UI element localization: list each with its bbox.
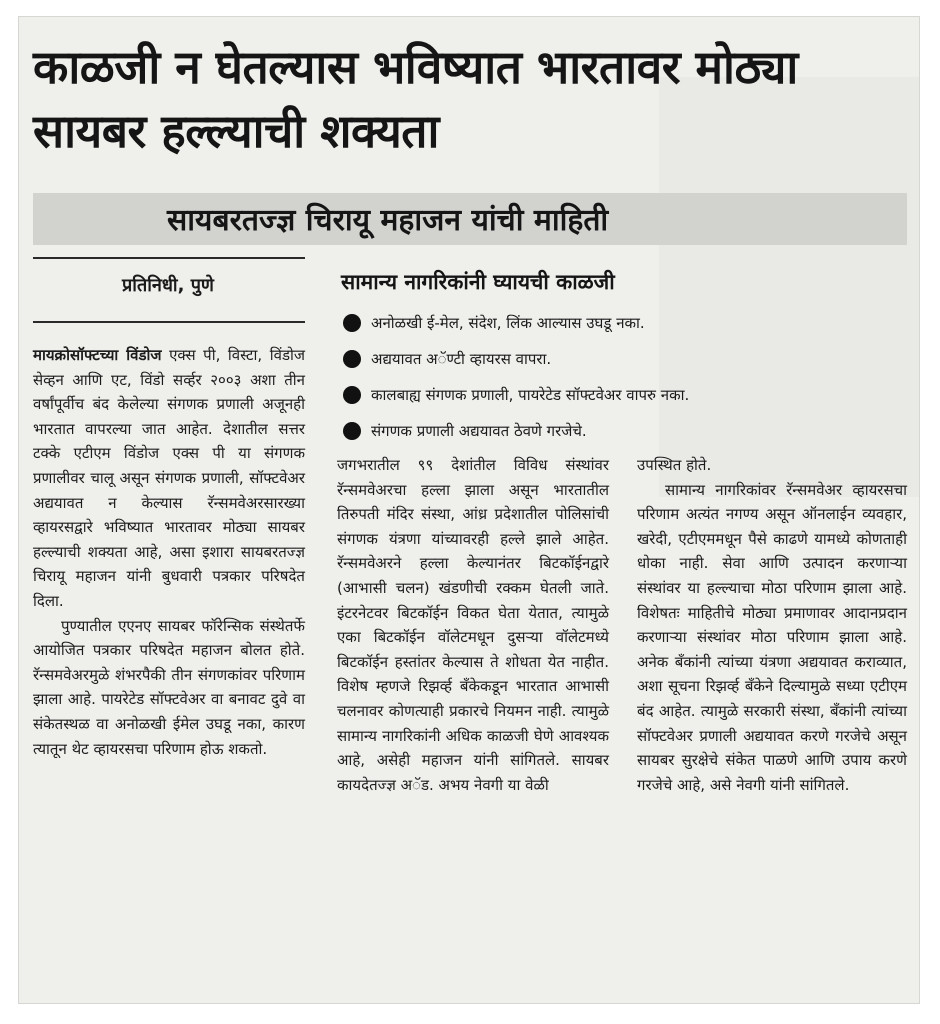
paragraph bbox=[33, 343, 305, 614]
paragraph: उपस्थित होते. bbox=[637, 456, 712, 474]
column-3 bbox=[637, 453, 907, 797]
paragraph: जगभरातील ९९ देशांतील विविध संस्थांवर रॅन्समवेअरचा हल्ला झाला असून भारतातील तिरुपती मंदिर संस्था, आंध्र प्रदेशातील पोलिसांची संगणक यंत्रणा यांच्यावरही हल्ले झाले आहेत. रॅन्समवेअरने हल्ला केल्यानंतर बिटकॉईनद्वारे (आभासी चलन) खंडणीची रक्कम घेतली जाते. इंटरनेटवर बिटकॉईन विकत घेता येतात, त्यामुळे एका बिटकॉईन वॉलेटमधून दुसऱ्या वॉलेटमध्ये बिटकॉईन हस्तांतर केल्यास ते शोधता येत नाहीत. विशेष म्हणजे रिझर्व्ह बँकेकडून भारतात आभासी चलनावर कोणत्याही प्रकारचे नियमन नाही. त्यामुळे सामान्य नागरिकांनी अधिक काळजी घेणे आवश्यक आहे, असेही महाजन यांनी सांगितले. सायबर कायदेतज्ज्ञ अॅड. अभय नेवगी या वेळी bbox=[337, 456, 609, 794]
tip-text: अद्ययावत अॅण्टी व्हायरस वापरा. bbox=[371, 350, 552, 368]
paragraph-text: एक्स पी, विस्टा, विंडोज सेव्हन आणि एट, विंडो सर्व्हर २००३ अशा तीन वर्षांपूर्वीच बंद केलेल्या संगणक प्रणाली अजूनही भारतात वापरल्या जात आहेत. देशातील सत्तर टक्के एटीएम विंडोज एक्स पी या संगणक प्रणालीवर चालू असून संगणक प्रणाली, सॉफ्टवेअर अद्ययावत न केल्यास रॅन्समवेअरसारख्या व्हायरसद्वारे भविष्यात भारतावर मोठ्या सायबर हल्ल्याची शक्यता आहे, असा इशारा सायबरतज्ज्ञ चिरायू महाजन यांनी बुधवारी पत्रकार परिषदेत दिला. bbox=[33, 346, 305, 610]
bullet-icon bbox=[343, 386, 361, 404]
tips-list bbox=[341, 305, 689, 449]
lead-in: मायक्रोसॉफ्टच्या विंडोज bbox=[33, 346, 162, 364]
column-1 bbox=[33, 343, 305, 761]
byline: प्रतिनिधी, पुणे bbox=[122, 275, 214, 296]
byline-bottom-rule bbox=[33, 321, 305, 323]
tip-text: कालबाह्य संगणक प्रणाली, पायरेटेड सॉफ्टवेअर वापरु नका. bbox=[371, 386, 690, 404]
tips-box-title: सामान्य नागरिकांनी घ्यायची काळजी bbox=[341, 270, 615, 294]
newspaper-clipping bbox=[18, 16, 920, 1004]
tip-item bbox=[341, 341, 689, 377]
tip-text: अनोळखी ई-मेल, संदेश, लिंक आल्यास उघडू नका. bbox=[371, 314, 645, 332]
tip-text: संगणक प्रणाली अद्ययावत ठेवणे गरजेचे. bbox=[371, 422, 587, 440]
headline: काळजी न घेतल्यास भविष्यात भारतावर मोठ्या सायबर हल्ल्याची शक्यता bbox=[33, 40, 798, 158]
tip-item bbox=[341, 305, 689, 341]
subheadline: सायबरतज्ज्ञ चिरायू महाजन यांची माहिती bbox=[167, 203, 609, 238]
tip-item bbox=[341, 377, 689, 413]
paragraph: सामान्य नागरिकांवर रॅन्समवेअर व्हायरसचा परिणाम अत्यंत नगण्य असून ऑनलाईन व्यवहार, खरेदी, एटीएममधून पैसे काढणे यामध्ये कोणताही धोका नाही. सेवा आणि उत्पादन करणाऱ्या संस्थांवर या हल्ल्याचा मोठा परिणाम झाला आहे. विशेषतः माहितीचे मोठ्या प्रमाणावर आदानप्रदान करणाऱ्या संस्थांवर मोठा परिणाम झाला आहे. अनेक बँकांनी त्यांच्या यंत्रणा अद्ययावत कराव्यात, अशा सूचना रिझर्व्ह बँकेने दिल्यामुळे सध्या एटीएम बंद आहेत. त्यामुळे सरकारी संस्था, बँकांनी त्यांच्या सॉफ्टवेअर प्रणाली अद्ययावत करणे गरजेचे असून सायबर सुरक्षेचे संकेत पाळणे आणि उपाय करणे गरजेचे आहे, असे नेवगी यांनी सांगितले. bbox=[637, 480, 907, 794]
column-2 bbox=[337, 453, 609, 797]
paragraph: पुण्यातील एएनए सायबर फॉरेन्सिक संस्थेतर्फे आयोजित पत्रकार परिषदेत महाजन बोलत होते. रॅन्समवेअरमुळे शंभरपैकी तीन संगणकांवर परिणाम झाला आहे. पायरेटेड सॉफ्टवेअर वा बनावट दुवे वा संकेतस्थळ वा अनोळखी ईमेल उघडू नका, कारण त्यातून थेट व्हायरसचा परिणाम होऊ शकतो. bbox=[33, 616, 305, 758]
bullet-icon bbox=[343, 314, 361, 332]
bullet-icon bbox=[343, 350, 361, 368]
byline-top-rule bbox=[33, 257, 305, 259]
tip-item bbox=[341, 413, 689, 449]
bullet-icon bbox=[343, 422, 361, 440]
